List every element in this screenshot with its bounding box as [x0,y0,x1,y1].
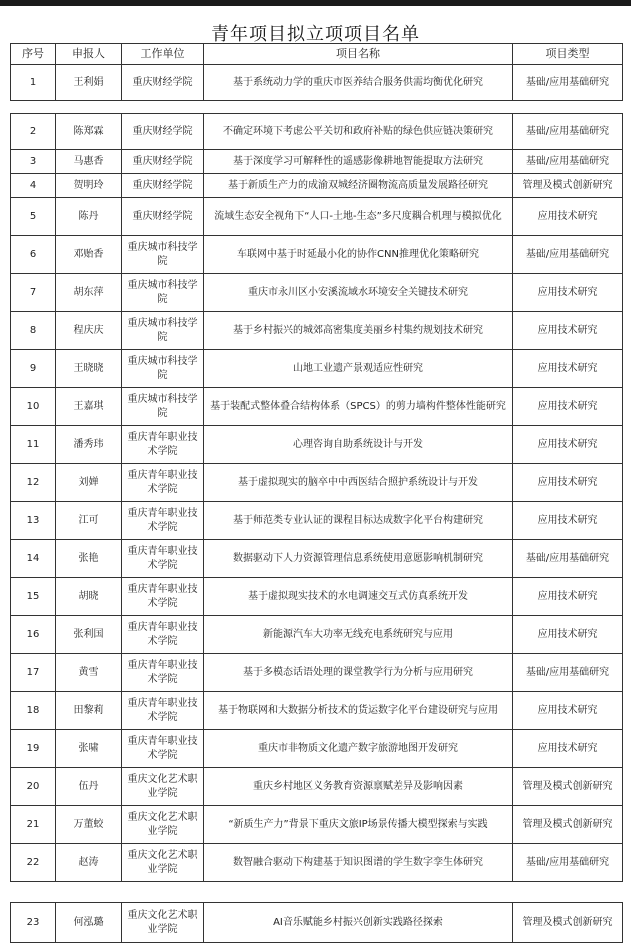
page-title: 青年项目拟立项项目名单 [211,24,420,45]
table-row [11,844,623,882]
project-type: 应用技术研究 [513,350,623,388]
project-type: 应用技术研究 [513,198,623,236]
project-type: 应用技术研究 [513,616,623,654]
project-title: 数智融合驱动下构建基于知识图谱的学生数字孪生体研究 [204,844,513,882]
project-type: 应用技术研究 [513,464,623,502]
project-title: 重庆市非物质文化遗产数字旅游地图开发研究 [204,730,513,768]
project-title: 数据驱动下人力资源管理信息系统使用意愿影响机制研究 [204,540,513,578]
row-number: 20 [11,768,56,806]
applicant-name: 伍丹 [56,768,122,806]
top-bar [0,0,631,6]
header-unit: 工作单位 [122,44,204,65]
header-applicant: 申报人 [56,44,122,65]
project-type: 基础/应用基础研究 [513,540,623,578]
table-row [11,502,623,540]
work-unit: 重庆财经学院 [122,150,204,174]
header-title: 项目名称 [204,44,513,65]
project-type: 应用技术研究 [513,692,623,730]
row-number: 2 [11,114,56,150]
work-unit: 重庆青年职业技术学院 [122,540,204,578]
row-number: 5 [11,198,56,236]
project-type: 应用技术研究 [513,578,623,616]
work-unit: 重庆文化艺术职业学院 [122,903,204,943]
project-title: 流域生态安全视角下“人口-土地-生态”多尺度耦合机理与模拟优化 [204,198,513,236]
row-number: 10 [11,388,56,426]
row-number: 15 [11,578,56,616]
project-type: 应用技术研究 [513,426,623,464]
table-row [11,464,623,502]
work-unit: 重庆文化艺术职业学院 [122,844,204,882]
applicant-name: 张艳 [56,540,122,578]
table-row [11,388,623,426]
projects-table-bottom [10,902,623,943]
project-type: 基础/应用基础研究 [513,65,623,101]
applicant-name: 刘婵 [56,464,122,502]
project-type: 管理及模式创新研究 [513,806,623,844]
work-unit: 重庆文化艺术职业学院 [122,806,204,844]
project-title: AI音乐赋能乡村振兴创新实践路径探索 [204,903,513,943]
table-row [11,578,623,616]
table-row [11,350,623,388]
row-number: 9 [11,350,56,388]
table-row [11,426,623,464]
applicant-name: 万董蛟 [56,806,122,844]
applicant-name: 赵涛 [56,844,122,882]
project-type: 基础/应用基础研究 [513,654,623,692]
applicant-name: 胡东萍 [56,274,122,312]
project-title: 山地工业遗产景观适应性研究 [204,350,513,388]
applicant-name: 王利娟 [56,65,122,101]
applicant-name: 江可 [56,502,122,540]
row-number: 8 [11,312,56,350]
applicant-name: 王嘉琪 [56,388,122,426]
row-number: 22 [11,844,56,882]
work-unit: 重庆青年职业技术学院 [122,502,204,540]
table-row [11,806,623,844]
project-type: 管理及模式创新研究 [513,174,623,198]
project-type: 基础/应用基础研究 [513,236,623,274]
work-unit: 重庆城市科技学院 [122,350,204,388]
project-title: 基于物联网和大数据分析技术的货运数字化平台建设研究与应用 [204,692,513,730]
work-unit: 重庆财经学院 [122,174,204,198]
row-number: 3 [11,150,56,174]
applicant-name: 王晓晓 [56,350,122,388]
applicant-name: 贺明玲 [56,174,122,198]
project-title: 不确定环境下考虑公平关切和政府补贴的绿色供应链决策研究 [204,114,513,150]
row-number: 18 [11,692,56,730]
row-number: 14 [11,540,56,578]
row-number: 23 [11,903,56,943]
work-unit: 重庆城市科技学院 [122,236,204,274]
project-title: 基于新质生产力的成渝双城经济圈物流高质量发展路径研究 [204,174,513,198]
applicant-name: 程庆庆 [56,312,122,350]
table-row [11,692,623,730]
applicant-name: 胡晓 [56,578,122,616]
work-unit: 重庆城市科技学院 [122,274,204,312]
project-title: 重庆乡村地区义务教育资源禀赋差异及影响因素 [204,768,513,806]
table-row [11,150,623,174]
row-number: 1 [11,65,56,101]
row-number: 6 [11,236,56,274]
applicant-name: 陈丹 [56,198,122,236]
project-type: 基础/应用基础研究 [513,150,623,174]
table-row [11,654,623,692]
work-unit: 重庆财经学院 [122,198,204,236]
table-row [11,174,623,198]
project-title: “新质生产力”背景下重庆文旅IP场景传播大模型探索与实践 [204,806,513,844]
row-number: 7 [11,274,56,312]
header-type: 项目类型 [513,44,623,65]
table-row [11,616,623,654]
row-number: 16 [11,616,56,654]
row-number: 19 [11,730,56,768]
applicant-name: 何泓璐 [56,903,122,943]
work-unit: 重庆城市科技学院 [122,388,204,426]
row-number: 13 [11,502,56,540]
project-type: 基础/应用基础研究 [513,114,623,150]
header-no: 序号 [11,44,56,65]
projects-table-main [10,113,623,882]
project-title: 新能源汽车大功率无线充电系统研究与应用 [204,616,513,654]
project-title: 基于多模态话语处理的课堂教学行为分析与应用研究 [204,654,513,692]
applicant-name: 黄雪 [56,654,122,692]
work-unit: 重庆青年职业技术学院 [122,692,204,730]
row-number: 4 [11,174,56,198]
row-number: 12 [11,464,56,502]
applicant-name: 陈郑霖 [56,114,122,150]
row-number: 17 [11,654,56,692]
work-unit: 重庆青年职业技术学院 [122,426,204,464]
project-title: 基于系统动力学的重庆市医养结合服务供需均衡优化研究 [204,65,513,101]
project-type: 管理及模式创新研究 [513,903,623,943]
project-title: 基于乡村振兴的城郊高密集度美丽乡村集约规划技术研究 [204,312,513,350]
applicant-name: 田黎莉 [56,692,122,730]
table-row [11,274,623,312]
applicant-name: 邓贻香 [56,236,122,274]
projects-table-top [10,43,623,101]
project-type: 应用技术研究 [513,730,623,768]
work-unit: 重庆青年职业技术学院 [122,464,204,502]
work-unit: 重庆财经学院 [122,65,204,101]
applicant-name: 张利国 [56,616,122,654]
table-row [11,114,623,150]
project-type: 应用技术研究 [513,388,623,426]
applicant-name: 潘秀玮 [56,426,122,464]
project-title: 基于师范类专业认证的课程目标达成数字化平台构建研究 [204,502,513,540]
project-type: 基础/应用基础研究 [513,844,623,882]
table-row [11,65,623,101]
project-type: 管理及模式创新研究 [513,768,623,806]
applicant-name: 张啸 [56,730,122,768]
work-unit: 重庆青年职业技术学院 [122,730,204,768]
table-row [11,198,623,236]
project-title: 基于深度学习可解释性的遥感影像耕地智能提取方法研究 [204,150,513,174]
work-unit: 重庆文化艺术职业学院 [122,768,204,806]
work-unit: 重庆城市科技学院 [122,312,204,350]
table-row [11,730,623,768]
work-unit: 重庆财经学院 [122,114,204,150]
table-row [11,312,623,350]
table-row [11,903,623,943]
table-row [11,236,623,274]
work-unit: 重庆青年职业技术学院 [122,654,204,692]
project-type: 应用技术研究 [513,502,623,540]
table-row [11,540,623,578]
project-title: 车联网中基于时延最小化的协作CNN推理优化策略研究 [204,236,513,274]
project-title: 基于装配式整体叠合结构体系（SPCS）的剪力墙构件整体性能研究 [204,388,513,426]
row-number: 21 [11,806,56,844]
project-title: 重庆市永川区小安溪流域水环境安全关键技术研究 [204,274,513,312]
project-title: 基于虚拟现实技术的水电调速交互式仿真系统开发 [204,578,513,616]
project-type: 应用技术研究 [513,274,623,312]
project-title: 基于虚拟现实的脑卒中中西医结合照护系统设计与开发 [204,464,513,502]
project-title: 心理咨询自助系统设计与开发 [204,426,513,464]
row-number: 11 [11,426,56,464]
table-row [11,768,623,806]
work-unit: 重庆青年职业技术学院 [122,578,204,616]
header-row [11,44,623,65]
applicant-name: 马惠香 [56,150,122,174]
work-unit: 重庆青年职业技术学院 [122,616,204,654]
project-type: 应用技术研究 [513,312,623,350]
